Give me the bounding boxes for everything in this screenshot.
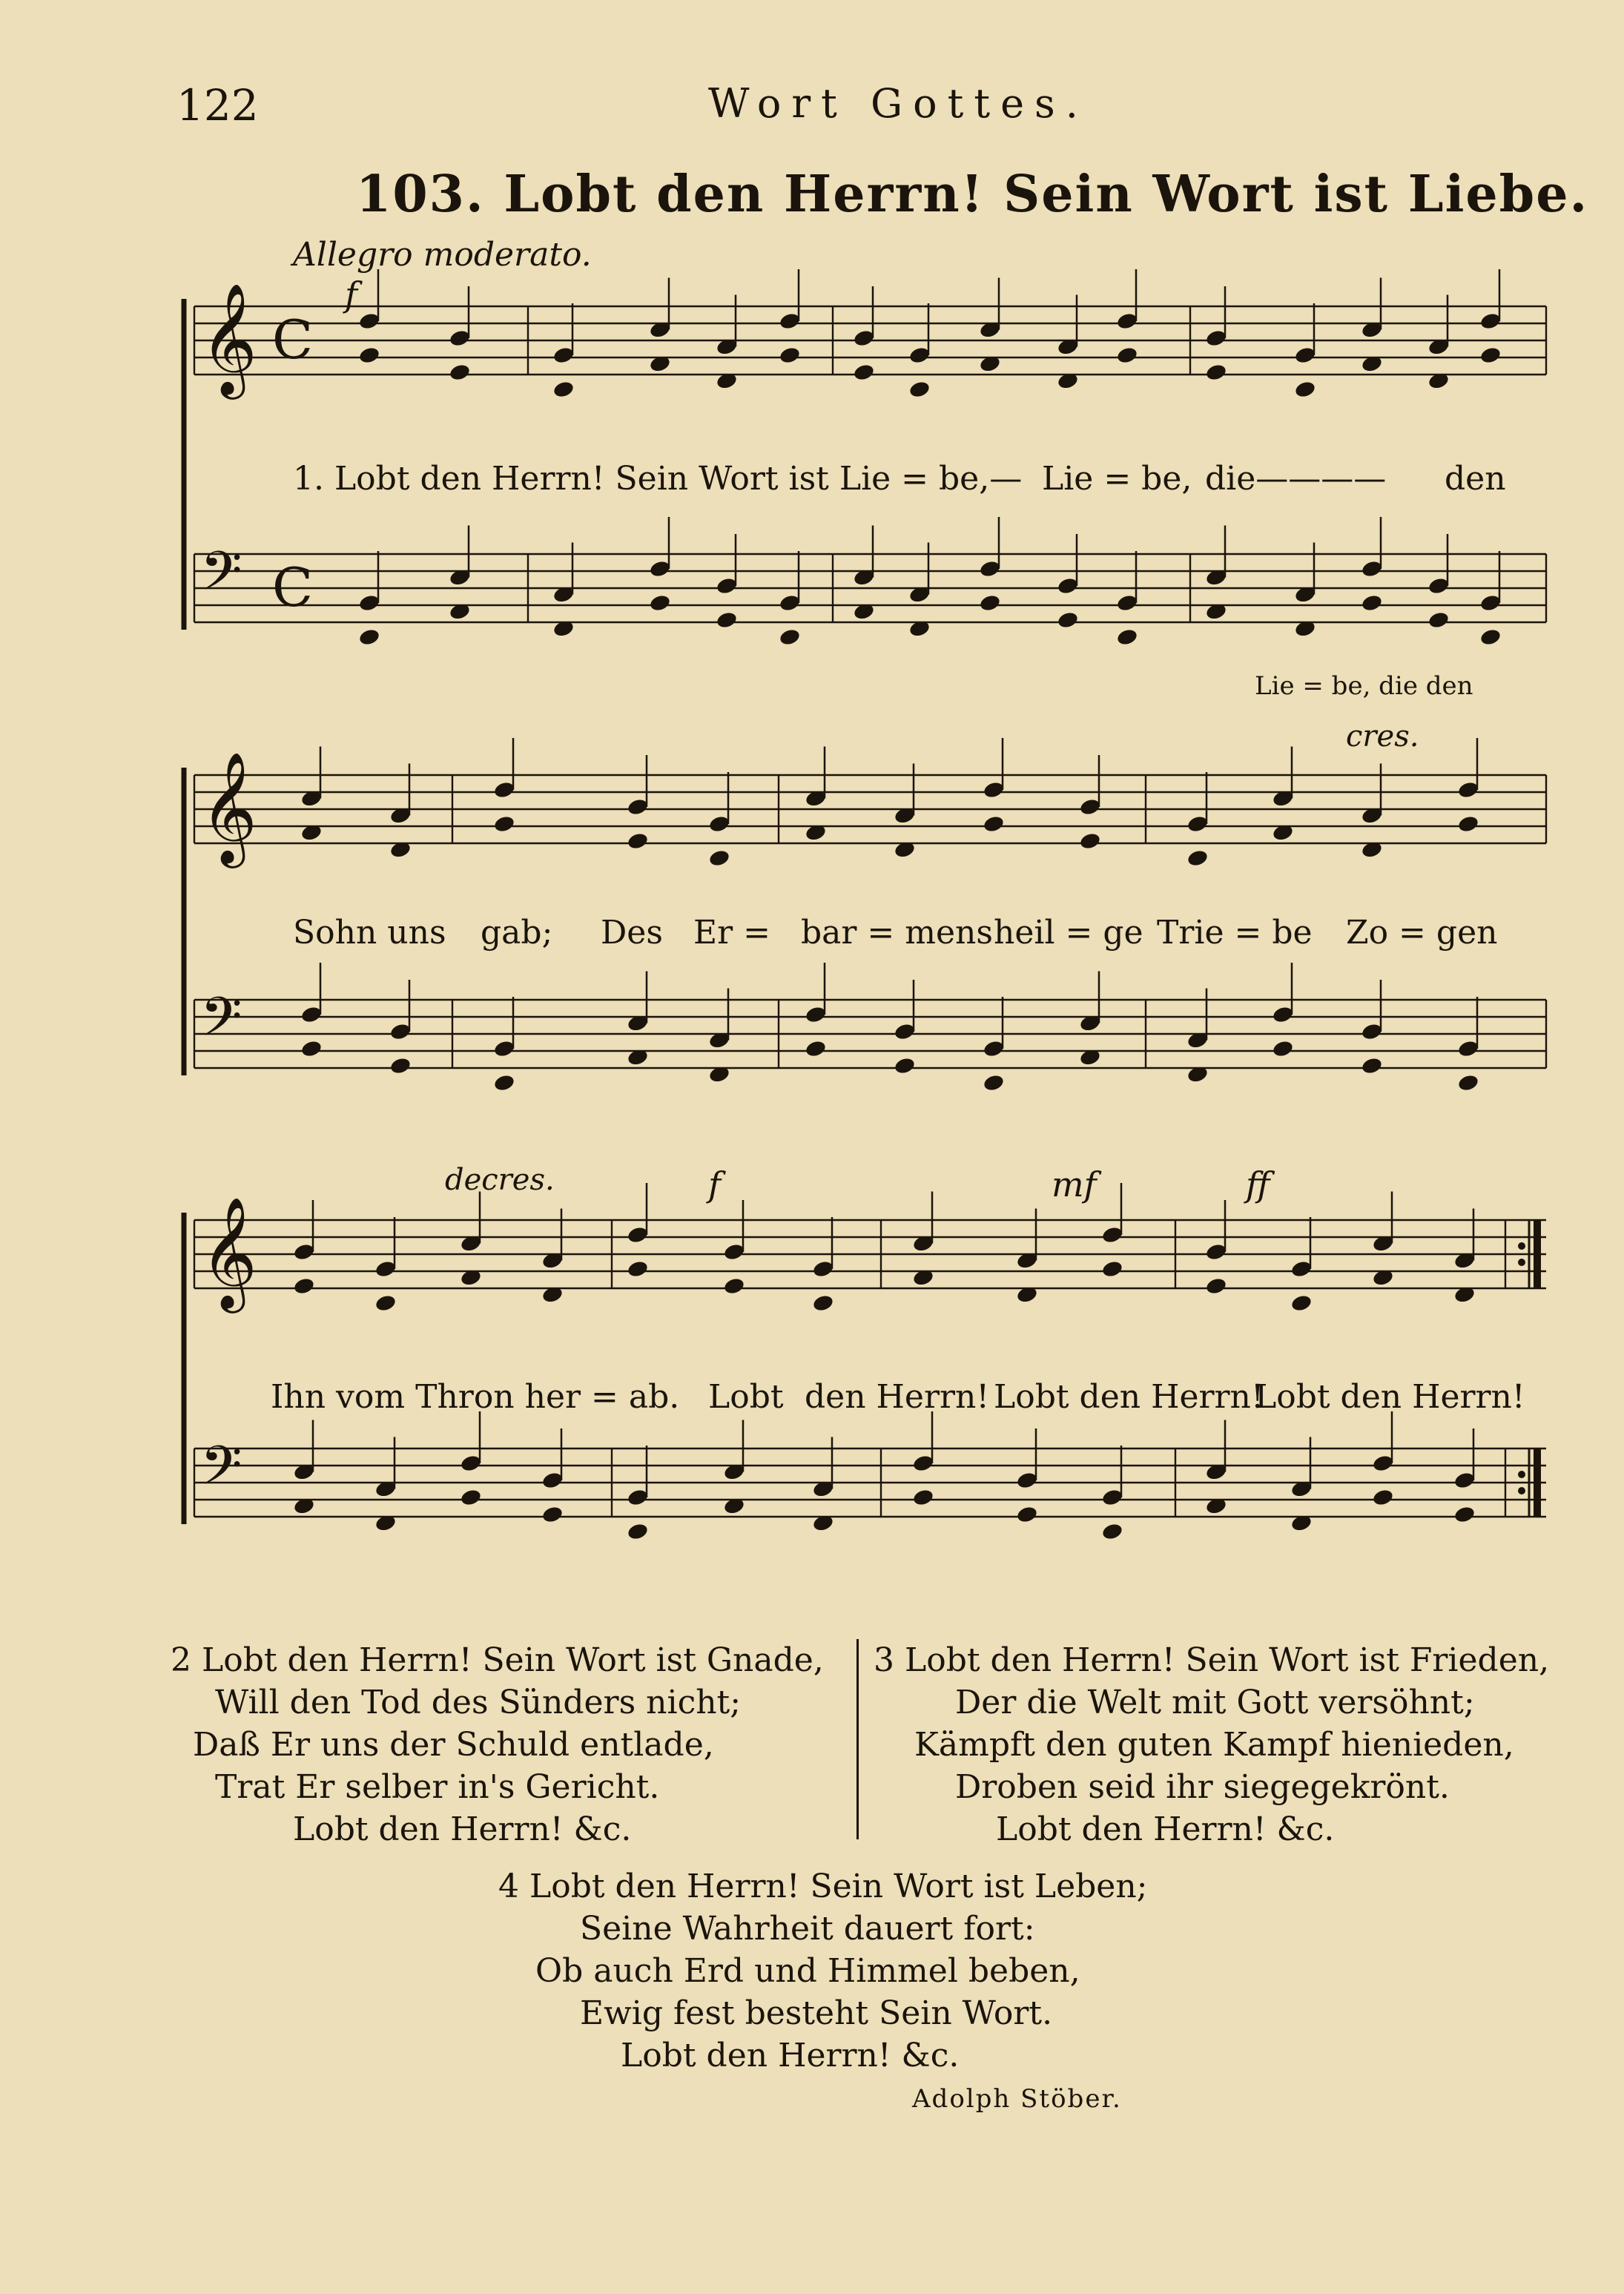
note-head <box>779 346 802 365</box>
running-title: Wort Gottes. <box>708 80 1089 127</box>
note-head <box>1186 848 1209 868</box>
verse-3 <box>874 1639 1549 1850</box>
note-head <box>627 1522 650 1541</box>
lyric-3b: Lobt <box>708 1378 784 1416</box>
note-head <box>300 1005 323 1024</box>
verse-4-line-3: Ob auch Erd und Himmel beben, <box>535 1952 1080 1990</box>
dynamic-decres: decres. <box>445 1163 555 1197</box>
note-head <box>779 312 802 331</box>
page-number: 122 <box>176 80 259 131</box>
note-head <box>541 1471 564 1490</box>
note-head <box>1057 610 1080 630</box>
note-head <box>1101 1259 1124 1279</box>
dynamic-f-1: f <box>345 274 358 314</box>
note-head <box>1372 1488 1395 1507</box>
note-head <box>1205 1242 1228 1262</box>
note-head <box>627 1225 650 1245</box>
lyric-1b: Lie = be, <box>1042 460 1192 498</box>
note-head <box>374 1259 397 1279</box>
note-head <box>723 1242 746 1262</box>
verse-2-line-3: Daß Er uns der Schuld entlade, <box>193 1726 714 1764</box>
note-head <box>853 363 876 382</box>
note-head <box>1361 559 1384 579</box>
note-head <box>1205 1276 1228 1296</box>
note-head <box>1101 1522 1124 1541</box>
note-head <box>1457 1039 1480 1058</box>
lyric-3d: Lobt den Herrn! <box>994 1378 1264 1416</box>
lyric-1a: 1. Lobt den Herrn! Sein Wort ist Lie = be,— <box>293 460 1023 498</box>
note-head <box>716 576 739 596</box>
note-head <box>1101 1225 1124 1245</box>
verse-2-line-1: 2 Lobt den Herrn! Sein Wort ist Gnade, <box>171 1641 824 1679</box>
verse-3-line-5: Lobt den Herrn! &c. <box>996 1810 1335 1848</box>
note-head <box>649 559 672 579</box>
note-head <box>460 1454 483 1473</box>
common-time-icon: C <box>272 309 314 371</box>
note-head <box>358 312 381 331</box>
note-head <box>627 797 650 817</box>
lyric-2h: Zo = gen <box>1346 914 1498 952</box>
verse-2-line-2: Will den Tod des Sünders nicht; <box>215 1684 742 1721</box>
note-head <box>552 380 575 399</box>
hymn-title-text: Lobt den Herrn! Sein Wort ist Liebe. <box>504 165 1589 224</box>
note-head <box>493 1039 516 1058</box>
final-bar-thick <box>1534 1448 1541 1517</box>
note-head <box>979 559 1002 579</box>
verse-divider <box>856 1639 859 1839</box>
note-head <box>1290 1259 1313 1279</box>
note-head <box>1457 1073 1480 1092</box>
note-head <box>812 1259 835 1279</box>
verse-4 <box>498 1865 1148 2077</box>
note-head <box>1057 576 1080 596</box>
verse-2-line-4: Trat Er selber in's Gericht. <box>215 1768 660 1806</box>
note-head <box>805 1039 828 1058</box>
verse-3-line-1: 3 Lobt den Herrn! Sein Wort ist Frieden, <box>874 1641 1550 1679</box>
lyric-3c: den Herrn! <box>805 1378 990 1416</box>
lyric-2g: Trie = be <box>1157 914 1313 952</box>
lyric-2e: bar = mens <box>801 914 993 952</box>
note-head <box>894 1022 917 1041</box>
note-head <box>1272 1039 1295 1058</box>
note-head <box>1479 627 1502 647</box>
dynamic-ff: ff <box>1246 1164 1270 1204</box>
verse-4-line-1: 4 Lobt den Herrn! Sein Wort ist Leben; <box>498 1868 1148 1905</box>
lyric-bass-small: Lie = be, die den <box>1255 671 1473 701</box>
note-head <box>293 1276 316 1296</box>
note-head <box>912 1488 935 1507</box>
verse-2-line-5: Lobt den Herrn! &c. <box>293 1810 632 1848</box>
note-head <box>1272 1005 1295 1024</box>
dynamic-mf: mf <box>1052 1164 1097 1204</box>
note-head <box>293 1242 316 1262</box>
note-head <box>1457 814 1480 834</box>
note-head <box>983 1073 1006 1092</box>
lyric-2d: Er = <box>693 914 771 952</box>
note-head <box>627 1259 650 1279</box>
note-head <box>1361 1056 1384 1075</box>
note-head <box>1079 831 1102 851</box>
verse-3-line-4: Droben seid ihr siegegekrönt. <box>955 1768 1450 1806</box>
bass-clef-icon: 𝄢 <box>200 539 242 616</box>
note-head <box>1116 346 1139 365</box>
note-head <box>1116 312 1139 331</box>
note-head <box>716 610 739 630</box>
lyric-1d: den <box>1445 460 1506 498</box>
note-head <box>1294 380 1317 399</box>
verse-3-line-2: Der die Welt mit Gott versöhnt; <box>955 1684 1475 1721</box>
note-head <box>389 1022 412 1041</box>
note-head <box>358 346 381 365</box>
note-head <box>908 380 931 399</box>
note-head <box>1361 1022 1384 1041</box>
note-head <box>708 848 731 868</box>
verse-4-line-5: Lobt den Herrn! &c. <box>621 2037 960 2074</box>
note-head <box>1479 346 1502 365</box>
note-head <box>1101 1488 1124 1507</box>
note-head <box>1116 593 1139 613</box>
note-head <box>1186 814 1209 834</box>
note-head <box>493 1073 516 1092</box>
note-head <box>723 1276 746 1296</box>
note-head <box>1116 627 1139 647</box>
note-head <box>979 593 1002 613</box>
verse-2 <box>171 1639 824 1850</box>
note-head <box>908 346 931 365</box>
note-head <box>1427 610 1450 630</box>
note-head <box>1427 576 1450 596</box>
author: Adolph Stöber. <box>912 2084 1122 2114</box>
note-head <box>1361 593 1384 613</box>
note-head <box>912 1454 935 1473</box>
note-head <box>627 1488 650 1507</box>
note-head <box>449 329 472 348</box>
hymn-number: 103. <box>356 165 485 224</box>
repeat-dot <box>1518 1471 1525 1478</box>
note-head <box>649 593 672 613</box>
note-head <box>894 1056 917 1075</box>
bass-clef-icon: 𝄢 <box>200 1434 242 1510</box>
note-head <box>552 346 575 365</box>
treble-clef-icon: 𝄞 <box>200 1196 257 1308</box>
note-head <box>779 593 802 613</box>
repeat-dot <box>1518 1259 1525 1266</box>
note-head <box>300 1039 323 1058</box>
note-head <box>1205 329 1228 348</box>
note-head <box>541 1505 564 1524</box>
note-head <box>374 1293 397 1313</box>
note-head <box>358 627 381 647</box>
common-time-icon: C <box>272 556 314 619</box>
dynamic-cres: cres. <box>1346 719 1419 754</box>
note-head <box>983 780 1006 800</box>
bass-clef-icon: 𝄢 <box>200 985 242 1061</box>
repeat-dot <box>1518 1242 1525 1250</box>
note-head <box>460 1488 483 1507</box>
note-head <box>1016 1471 1039 1490</box>
repeat-dot <box>1518 1487 1525 1494</box>
lyric-1c: die———— <box>1205 460 1387 498</box>
note-head <box>1453 1471 1476 1490</box>
lyric-2f: heil = ge <box>994 914 1143 952</box>
note-head <box>449 363 472 382</box>
note-head <box>1016 1505 1039 1524</box>
note-head <box>779 627 802 647</box>
note-head <box>1479 593 1502 613</box>
lyric-3e: Lobt den Herrn! <box>1255 1378 1525 1416</box>
note-head <box>1479 312 1502 331</box>
note-head <box>358 593 381 613</box>
verse-3-line-3: Kämpft den guten Kampf hienieden, <box>914 1726 1514 1764</box>
note-head <box>627 831 650 851</box>
treble-clef-icon: 𝄞 <box>200 282 257 395</box>
dynamic-f-2: f <box>708 1164 722 1204</box>
note-head <box>1294 346 1317 365</box>
note-head <box>708 814 731 834</box>
lyric-2b: gab; <box>481 914 553 952</box>
lyric-2c: Des <box>601 914 663 952</box>
note-head <box>1290 1293 1313 1313</box>
note-head <box>493 814 516 834</box>
verse-4-line-4: Ewig fest besteht Sein Wort. <box>580 1994 1053 2032</box>
note-head <box>983 814 1006 834</box>
note-head <box>1079 797 1102 817</box>
note-head <box>983 1039 1006 1058</box>
tempo-marking: Allegro moderato. <box>293 236 592 274</box>
treble-clef-icon: 𝄞 <box>200 751 257 863</box>
verse-4-line-2: Seine Wahrheit dauert fort: <box>580 1910 1035 1948</box>
note-head <box>1372 1454 1395 1473</box>
lyric-3a: Ihn vom Thron her = ab. <box>271 1378 680 1416</box>
note-head <box>1205 363 1228 382</box>
note-head <box>853 329 876 348</box>
note-head <box>1457 780 1480 800</box>
note-head <box>493 780 516 800</box>
note-head <box>1453 1505 1476 1524</box>
note-head <box>389 1056 412 1075</box>
note-head <box>812 1293 835 1313</box>
note-head <box>805 1005 828 1024</box>
lyric-2a: Sohn uns <box>293 914 446 952</box>
final-bar-thick <box>1534 1220 1541 1288</box>
